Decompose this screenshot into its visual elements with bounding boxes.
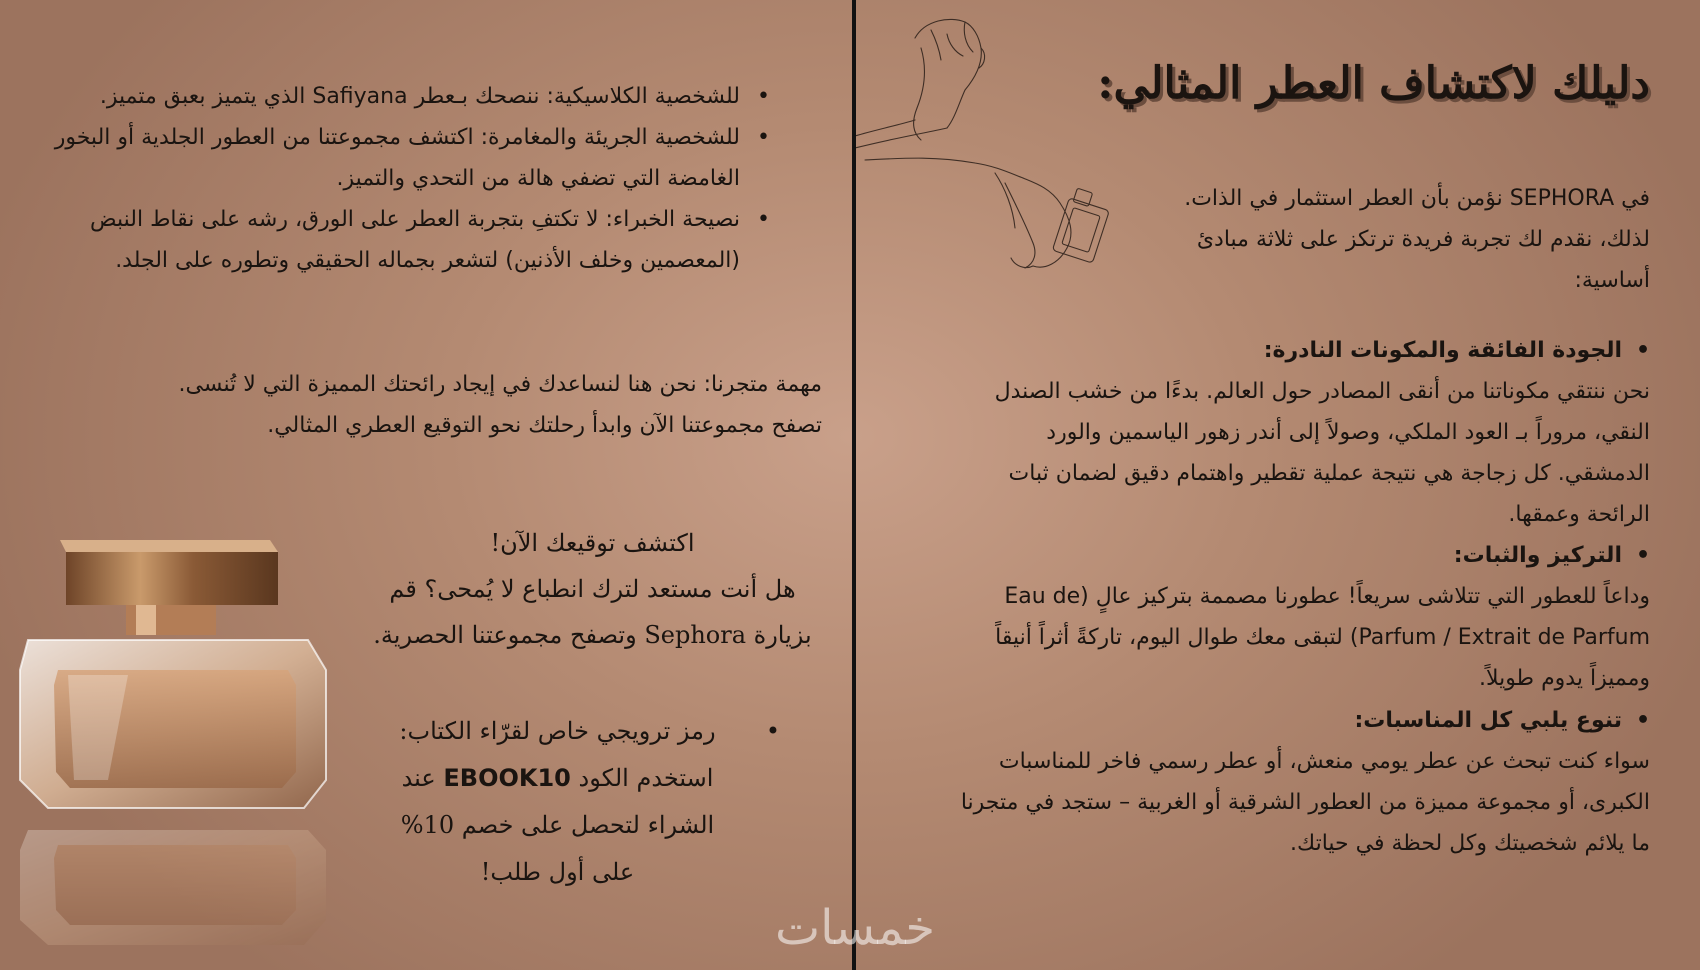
section-heading: • التركيز والثبات: — [950, 535, 1650, 576]
occasions-section — [950, 700, 1650, 864]
list-item: • للشخصية الجريئة والمغامرة: اكتشف مجموعتنا من العطور الجلدية أو البخور الغامضة التي تضفي هالة من التحدي والتميز. — [50, 117, 770, 199]
page-title: دليلك لاكتشاف العطر المثالي: — [1097, 58, 1650, 109]
promo-code: EBOOK10 — [443, 764, 571, 792]
section-body: سواء كنت تبحث عن عطر يومي منعش، أو عطر رسمي فاخر للمناسبات الكبرى، أو مجموعة مميزة من العطور الشرقية أو الغربية – ستجد في متجرنا ما يلائم شخصيتك وكل لحظة في حياتك. — [960, 749, 1650, 856]
list-item: • للشخصية الكلاسيكية: ننصحك بـعطر Safiyana الذي يتميز بعبق متميز. — [50, 76, 770, 117]
cta-block — [365, 520, 820, 658]
promo-suffix: عند الشراء لتحصل على خصم 10% على أول طلب! — [400, 764, 715, 886]
mission-text — [22, 364, 822, 446]
section-body: وداعاً للعطور التي تتلاشى سريعاً! عطورنا مصممة بتركيز عالٍ (Eau de Parfum / Extrait de Parfum) لتبقى معك طوال اليوم، تاركةً أثراً أنيقاً ومميزاً يدوم طويلاً. — [995, 584, 1650, 691]
promo-prefix: رمز ترويجي خاص لقرّاء الكتاب: استخدم الكود — [399, 717, 716, 792]
page-divider — [852, 0, 856, 970]
mission-line: تصفح مجموعتنا الآن وابدأ رحلتك نحو التوقيع العطري المثالي. — [267, 413, 822, 438]
cta-body: هل أنت مستعد لترك انطباع لا يُمحى؟ قم بزيارة Sephora وتصفح مجموعتنا الحصرية. — [373, 575, 812, 649]
personality-tips-list — [50, 76, 770, 281]
promo-item — [380, 708, 780, 896]
concentration-section — [950, 535, 1650, 699]
watermark-logo: خمسات — [774, 900, 936, 956]
list-item: • نصيحة الخبراء: لا تكتفِ بتجربة العطر على الورق، رشه على نقاط النبض (المعصمين وخلف الأذنين) لتشعر بجماله الحقيقي وتطوره على الجلد. — [50, 199, 770, 281]
mission-line: مهمة متجرنا: نحن هنا لنساعدك في إيجاد رائحتك المميزة التي لا تُنسى. — [178, 372, 822, 397]
perfume-bottle-icon — [8, 540, 348, 970]
quality-section — [950, 330, 1650, 535]
promo-list — [380, 708, 780, 896]
section-body: نحن ننتقي مكوناتنا من أنقى المصادر حول العالم. بدءًا من خشب الصندل النقي، مروراً بـ العود الملكي، وصولاً إلى أندر زهور الياسمين والورد الدمشقي. كل زجاجة هي نتيجة عملية تقطير واهتمام دقيق لضمان ثبات الرائحة وعمقها. — [994, 379, 1650, 527]
intro-paragraph: في SEPHORA نؤمن بأن العطر استثمار في الذات. لذلك، نقدم لك تجربة فريدة ترتكز على ثلاثة مبادئ أساسية: — [1184, 186, 1650, 293]
cta-heading: اكتشف توقيعك الآن! — [490, 529, 695, 557]
section-heading: • تنوع يلبي كل المناسبات: — [950, 700, 1650, 741]
section-heading: • الجودة الفائقة والمكونات النادرة: — [950, 330, 1650, 371]
right-page — [870, 0, 1670, 970]
